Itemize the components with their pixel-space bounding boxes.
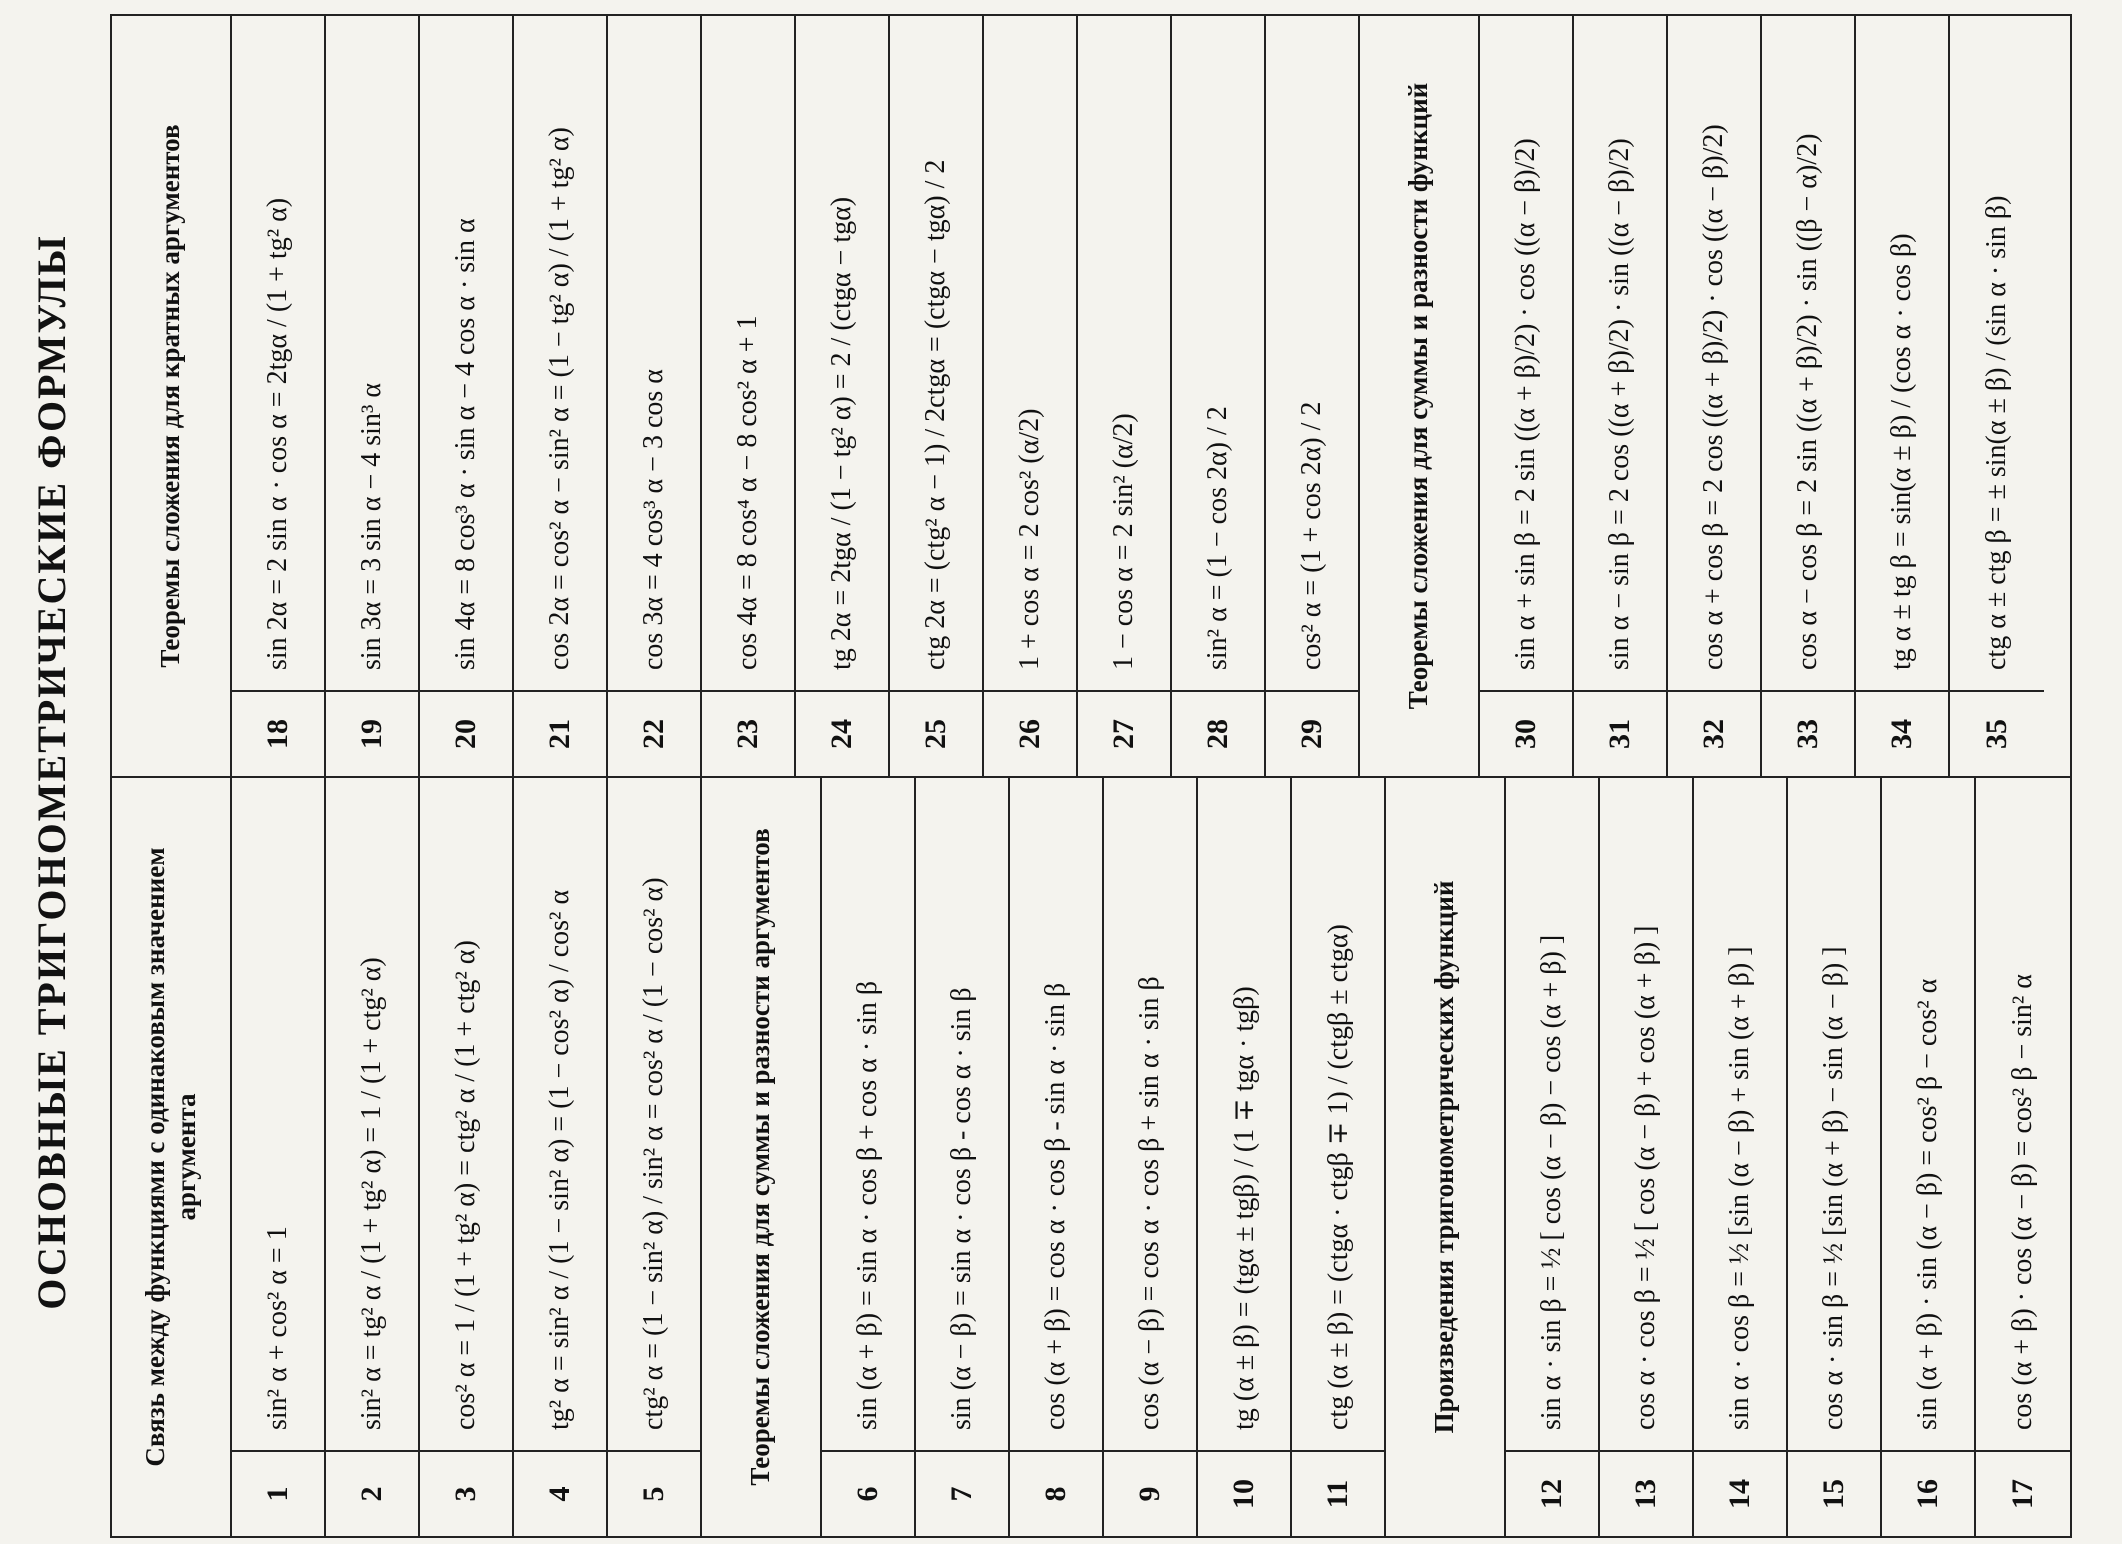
formula-text: cos α · sin β = ½ [sin (α + β) − sin (α − β) ] [1818,946,1849,1430]
formula-text: ctg² α = (1 − sin² α) / sin² α = cos² α / (1 − cos² α) [638,877,669,1430]
formula-text: cos (α − β) = cos α · cos β + sin α · sin β [1134,976,1165,1430]
page-title: ОСНОВНЫЕ ТРИГОНОМЕТРИЧЕСКИЕ ФОРМУЛЫ [29,234,74,1310]
table-row [1762,16,1856,776]
table-row [984,16,1078,776]
formula-number: 6 [822,1450,914,1536]
table-row [1950,16,2044,776]
formula-text: 1 + cos α = 2 cos² (α/2) [1014,408,1045,670]
table-row [1104,778,1198,1536]
table-row [608,778,702,1536]
formula-text: cos 4α = 8 cos⁴ α − 8 cos² α + 1 [732,315,763,670]
table-row [1882,778,1976,1536]
formula-number: 25 [890,690,982,776]
section-heading: Связь между функциями с одинаковым значением аргумента [112,778,232,1536]
formula-text: tg (α ± β) = (tgα ± tgβ) / (1 ∓ tgα · tgβ) [1229,986,1260,1430]
formula-text: cos 3α = 4 cos³ α − 3 cos α [638,369,669,670]
formula-number: 32 [1668,690,1760,776]
formula-number: 16 [1882,1450,1974,1536]
formula-number: 7 [916,1450,1008,1536]
formula-number: 15 [1788,1450,1880,1536]
formula-text: sin (α + β) = sin α · cos β + cos α · sin β [852,980,883,1430]
table-row [1172,16,1266,776]
table-row [1976,778,2070,1536]
table-row [1010,778,1104,1536]
formula-number: 19 [326,690,418,776]
table-row [702,16,796,776]
table-row [1668,16,1762,776]
table-row [890,16,984,776]
formula-text: sin α · cos β = ½ [sin (α − β) + sin (α + β) ] [1724,946,1755,1430]
table-row [608,16,702,776]
formula-number: 24 [796,690,888,776]
table-row [822,778,916,1536]
formula-number: 35 [1950,690,2044,776]
table-row [420,16,514,776]
section-heading: Теоремы сложения для кратных аргументов [112,16,232,776]
formula-text: sin 3α = 3 sin α − 4 sin³ α [356,382,387,670]
section-heading: Теоремы сложения для суммы и разности функций [1360,16,1480,776]
table-row [1506,778,1600,1536]
table-row [326,778,420,1536]
table-row [796,16,890,776]
formula-text: cos (α + β) = cos α · cos β - sin α · sin β [1040,982,1071,1430]
formula-text: cos (α + β) · cos (α − β) = cos² β − sin² α [2007,974,2038,1430]
table-row [1856,16,1950,776]
formula-text: sin² α = (1 − cos 2α) / 2 [1202,406,1233,670]
formula-text: sin² α = tg² α / (1 + tg² α) = 1 / (1 + ctg² α) [356,957,387,1430]
formula-number: 9 [1104,1450,1196,1536]
table-row [1600,778,1694,1536]
formula-text: cos α · cos β = ½ [ cos (α − β) + cos (α + β) ] [1630,925,1661,1430]
formula-number: 26 [984,690,1076,776]
formula-number: 23 [702,690,794,776]
formula-text: 1 − cos α = 2 sin² (α/2) [1108,413,1139,670]
table-row [916,778,1010,1536]
table-row [1292,778,1386,1536]
section-heading: Произведения тригонометрических функций [1386,778,1506,1536]
formula-number: 8 [1010,1450,1102,1536]
formula-number: 30 [1480,690,1572,776]
formula-number: 22 [608,690,700,776]
formula-number: 1 [232,1450,324,1536]
formula-text: sin 2α = 2 sin α · cos α = 2tgα / (1 + tg² α) [262,197,293,670]
formula-text: ctg 2α = (ctg² α − 1) / 2ctgα = (ctgα − tgα) / 2 [920,159,951,670]
formula-text: sin α − sin β = 2 cos ((α + β)/2) · sin ((α − β)/2) [1604,138,1635,670]
formula-number: 11 [1292,1450,1384,1536]
formula-text: cos α − cos β = 2 sin ((α + β)/2) · sin ((β − α)/2) [1792,133,1823,670]
formula-number: 14 [1694,1450,1786,1536]
formula-number: 4 [514,1450,606,1536]
formula-number: 10 [1198,1450,1290,1536]
formula-text: sin α · sin β = ½ [ cos (α − β) − cos (α + β) ] [1536,934,1567,1430]
formula-number: 13 [1600,1450,1692,1536]
formula-table [110,14,2072,1538]
table-row [1788,778,1882,1536]
formula-text: tg α ± tg β = sin(α ± β) / (cos α · cos β) [1886,233,1917,670]
formula-number: 34 [1856,690,1948,776]
table-row [1266,16,1360,776]
formula-text: tg² α = sin² α / (1 − sin² α) = (1 − cos² α) / cos² α [544,889,575,1430]
table-row [326,16,420,776]
formula-number: 29 [1266,690,1358,776]
table-row [420,778,514,1536]
section-heading: Теоремы сложения для суммы и разности аргументов [702,778,822,1536]
formula-text: sin 4α = 8 cos³ α · sin α − 4 cos α · sin α [450,218,481,670]
formula-text: cos α + cos β = 2 cos ((α + β)/2) · cos ((α − β)/2) [1698,124,1729,670]
table-row [1198,778,1292,1536]
formula-text: sin α + sin β = 2 sin ((α + β)/2) · cos ((α − β)/2) [1510,138,1541,670]
table-row [1694,778,1788,1536]
table-row [1078,16,1172,776]
right-column [112,16,2070,776]
formula-text: cos² α = 1 / (1 + tg² α) = ctg² α / (1 + ctg² α) [450,940,481,1430]
formula-number: 28 [1172,690,1264,776]
formula-number: 31 [1574,690,1666,776]
formula-number: 20 [420,690,512,776]
table-row [232,16,326,776]
formula-number: 27 [1078,690,1170,776]
formula-number: 18 [232,690,324,776]
formula-number: 2 [326,1450,418,1536]
formula-text: sin (α + β) · sin (α − β) = cos² β − cos² α [1912,978,1943,1430]
table-row [1574,16,1668,776]
formula-text: sin (α − β) = sin α · cos β - cos α · sin β [946,987,977,1430]
left-column [112,776,2070,1536]
formula-text: sin² α + cos² α = 1 [262,1226,293,1430]
formula-number: 33 [1762,690,1854,776]
table-row [514,16,608,776]
formula-text: ctg α ± ctg β = ± sin(α ± β) / (sin α · sin β) [1981,195,2012,670]
formula-text: cos 2α = cos² α − sin² α = (1 − tg² α) / (1 + tg² α) [544,127,575,670]
formula-text: tg 2α = 2tgα / (1 − tg² α) = 2 / (ctgα − tgα) [826,196,857,670]
formula-number: 5 [608,1450,700,1536]
formula-number: 17 [1976,1450,2070,1536]
formula-text: ctg (α ± β) = (ctgα · ctgβ ∓ 1) / (ctgβ ± ctgα) [1323,924,1354,1430]
table-row [232,778,326,1536]
formula-number: 3 [420,1450,512,1536]
formula-text: cos² α = (1 + cos 2α) / 2 [1296,401,1327,670]
table-row [514,778,608,1536]
formula-number: 21 [514,690,606,776]
formula-number: 12 [1506,1450,1598,1536]
table-row [1480,16,1574,776]
